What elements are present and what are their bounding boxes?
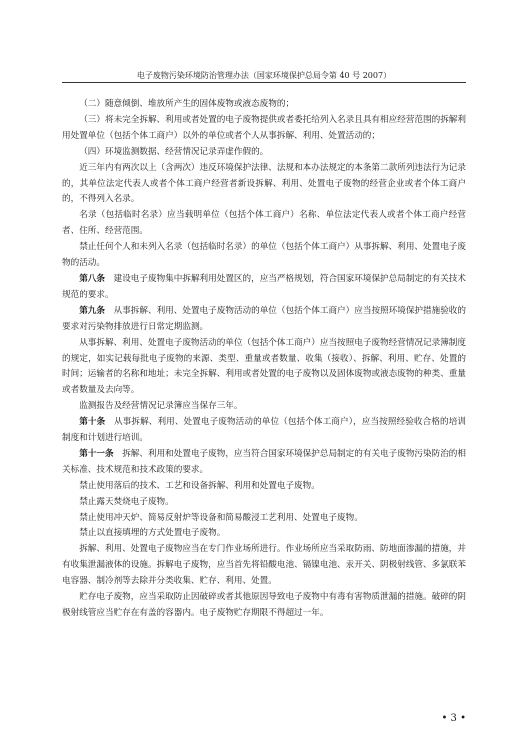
paragraph [62, 526, 466, 542]
paragraph-text: （四）环境监测数据、经营情况记录弄虚作假的。 [79, 146, 269, 157]
paragraph [62, 479, 466, 495]
running-header: 电子废物污染环境防治管理办法（国家环境保护总局令第 40 号 2007） [136, 71, 392, 80]
paragraph [62, 511, 466, 527]
paragraph [62, 240, 466, 272]
paragraph-text: 禁止使用冲天炉、简易反射炉等设备和简易酸浸工艺利用、处置电子废物。 [79, 512, 363, 523]
paragraph-text: 拆解、利用、处置电子废物应当在专门作业场所进行。作业场所应当采取防雨、防地面渗漏的措施，并有收集泄漏液体的设施。拆解电子废物，应当首先将铅酸电池、镉镍电池、汞开关、阴极射线管、多氯联苯电容器、制冷剂等去除并分类收集、贮存、利用、处置。 [62, 544, 466, 587]
page-number: • 3 • [441, 713, 466, 724]
paragraph-text: 拆解、利用和处置电子废物，应当符合国家环境保护总局制定的有关电子废物污染防治的相关标准、技术规范和技术政策的要求。 [62, 448, 466, 475]
paragraph-text: 监测报告及经营情况记录簿应当保存三年。 [79, 401, 243, 412]
paragraph-text: 贮存电子废物，应当采取防止因破碎或者其他原因导致电子废物中有毒有害物质泄漏的措施。破碎的阴极射线管应当贮存在有盖的容器内。电子废物贮存期限不得超过一年。 [62, 592, 466, 618]
document-body [62, 97, 466, 622]
paragraph [62, 97, 466, 113]
paragraph-text: 禁止任何个人和未列入名录（包括临时名录）的单位（包括个体工商户）从事拆解、利用、处置电子废物的活动。 [62, 242, 466, 269]
paragraph [62, 542, 466, 590]
paragraph [62, 590, 466, 622]
paragraph-text: 从事拆解、利用、处置电子废物活动的单位（包括个体工商户）应当按照环境保护措施验收的要求对污染物排放进行日常定期监测。 [62, 305, 466, 332]
paragraph-text: 禁止露天焚烧电子废物。 [79, 496, 174, 507]
paragraph [62, 161, 466, 209]
article-paragraph [62, 272, 466, 304]
paragraph-text: 近三年内有两次以上（含两次）违反环境保护法律、法规和本办法规定的本条第二款所列违法行为记录的，其单位法定代表人或者个体工商户经营者新设拆解、利用、处置电子废物的经营企业或者个体工商户的，不得列入名录。 [62, 162, 466, 205]
article-paragraph [62, 304, 466, 336]
article-number: 第八条 [79, 273, 105, 284]
paragraph [62, 495, 466, 511]
paragraph [62, 208, 466, 240]
paragraph [62, 399, 466, 415]
paragraph-text: 从事拆解、利用、处置电子废物活动的单位（包括个体工商户）应当按照电子废物经营情况记录簿制度的规定，如实记载每批电子废物的来源、类型、重量或者数量、收集（接收）、拆解、利用、贮存、处置的时间；运输者的名称和地址；未完全拆解、利用或者处置的电子废物以及固体废物或液态废物的种类、重量或者数量及去向等。 [62, 337, 466, 396]
article-number: 第十条 [79, 417, 106, 428]
article-number: 第九条 [79, 305, 105, 316]
article-paragraph [62, 415, 466, 447]
header-rule [62, 82, 466, 83]
paragraph-text: 禁止使用落后的技术、工艺和设备拆解、利用和处置电子废物。 [79, 480, 320, 491]
paragraph-text: 禁止以直接填埋的方式处置电子废物。 [79, 528, 226, 539]
article-number: 第十一条 [79, 448, 114, 459]
paragraph-text: 从事拆解、利用、处置电子废物活动的单位（包括个体工商户），应当按照经验收合格的培训制度和计划进行培训。 [62, 417, 466, 444]
paragraph [62, 113, 466, 145]
article-paragraph [62, 447, 466, 479]
paragraph-text: 名录（包括临时名录）应当载明单位（包括个体工商户）名称、单位法定代表人或者个体工商户经营者、住所、经营范围。 [62, 210, 466, 237]
paragraph-text: 建设电子废物集中拆解利用处置区的，应当严格规划，符合国家环境保护总局制定的有关技术规范的要求。 [62, 273, 466, 300]
paragraph-text: （三）将未完全拆解、利用或者处置的电子废物提供或者委托给列入名录且具有相应经营范围的拆解利用处置单位（包括个体工商户）以外的单位或者个人从事拆解、利用、处置活动的； [62, 114, 466, 141]
paragraph [62, 145, 466, 161]
paragraph [62, 336, 466, 400]
paragraph-text: （二）随意倾倒、堆放所产生的固体废物或液态废物的； [79, 99, 295, 109]
